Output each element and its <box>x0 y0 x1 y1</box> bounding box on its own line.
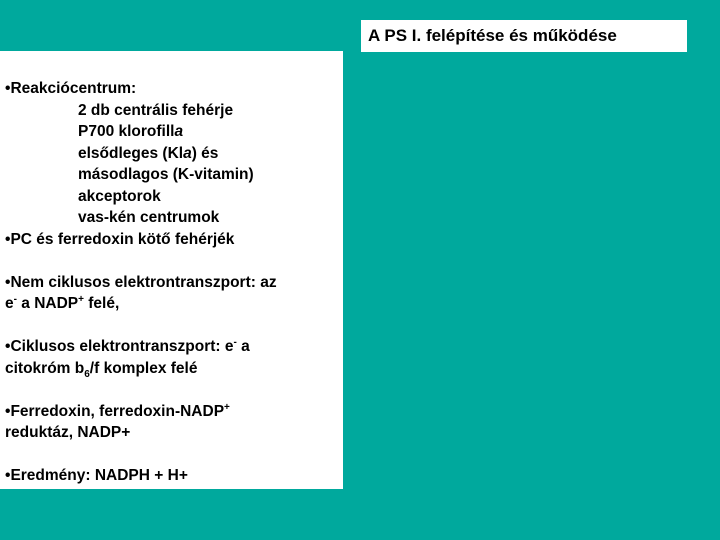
reaction-center-item: vas-kén centrumok <box>78 209 220 226</box>
ferredoxin-line1: •Ferredoxin, ferredoxin-NADP+ <box>5 401 230 420</box>
noncyclic-transport-line2: e- a NADP+ felé, <box>5 293 120 312</box>
result-line: •Eredmény: NADPH + H+ <box>5 467 188 484</box>
pc-ferredoxin-line: •PC és ferredoxin kötő fehérjék <box>5 230 235 248</box>
cyclic-transport-line1: •Ciklusos elektrontranszport: e- a <box>5 336 250 355</box>
reaction-center-item: másodlagos (K-vitamin) <box>78 166 254 183</box>
slide-title: A PS I. felépítése és működése <box>361 20 687 52</box>
reaction-center-item: P700 klorofilla <box>78 123 184 140</box>
cyclic-transport-line2: citokróm $b_6/f$ komplex felé <box>5 359 198 380</box>
content-panel <box>0 51 343 489</box>
reaction-center-item: akceptorok <box>78 187 161 205</box>
reaction-center-item: elsődleges (Kla) és <box>78 144 219 162</box>
reaction-center-item: 2 db centrális fehérje <box>78 101 234 119</box>
noncyclic-transport-line1: •Nem ciklusos elektrontranszport: az <box>5 273 277 291</box>
ferredoxin-line2: reduktáz, NADP+ <box>5 424 131 441</box>
reaction-center-heading: •Reakciócentrum: <box>5 80 137 97</box>
